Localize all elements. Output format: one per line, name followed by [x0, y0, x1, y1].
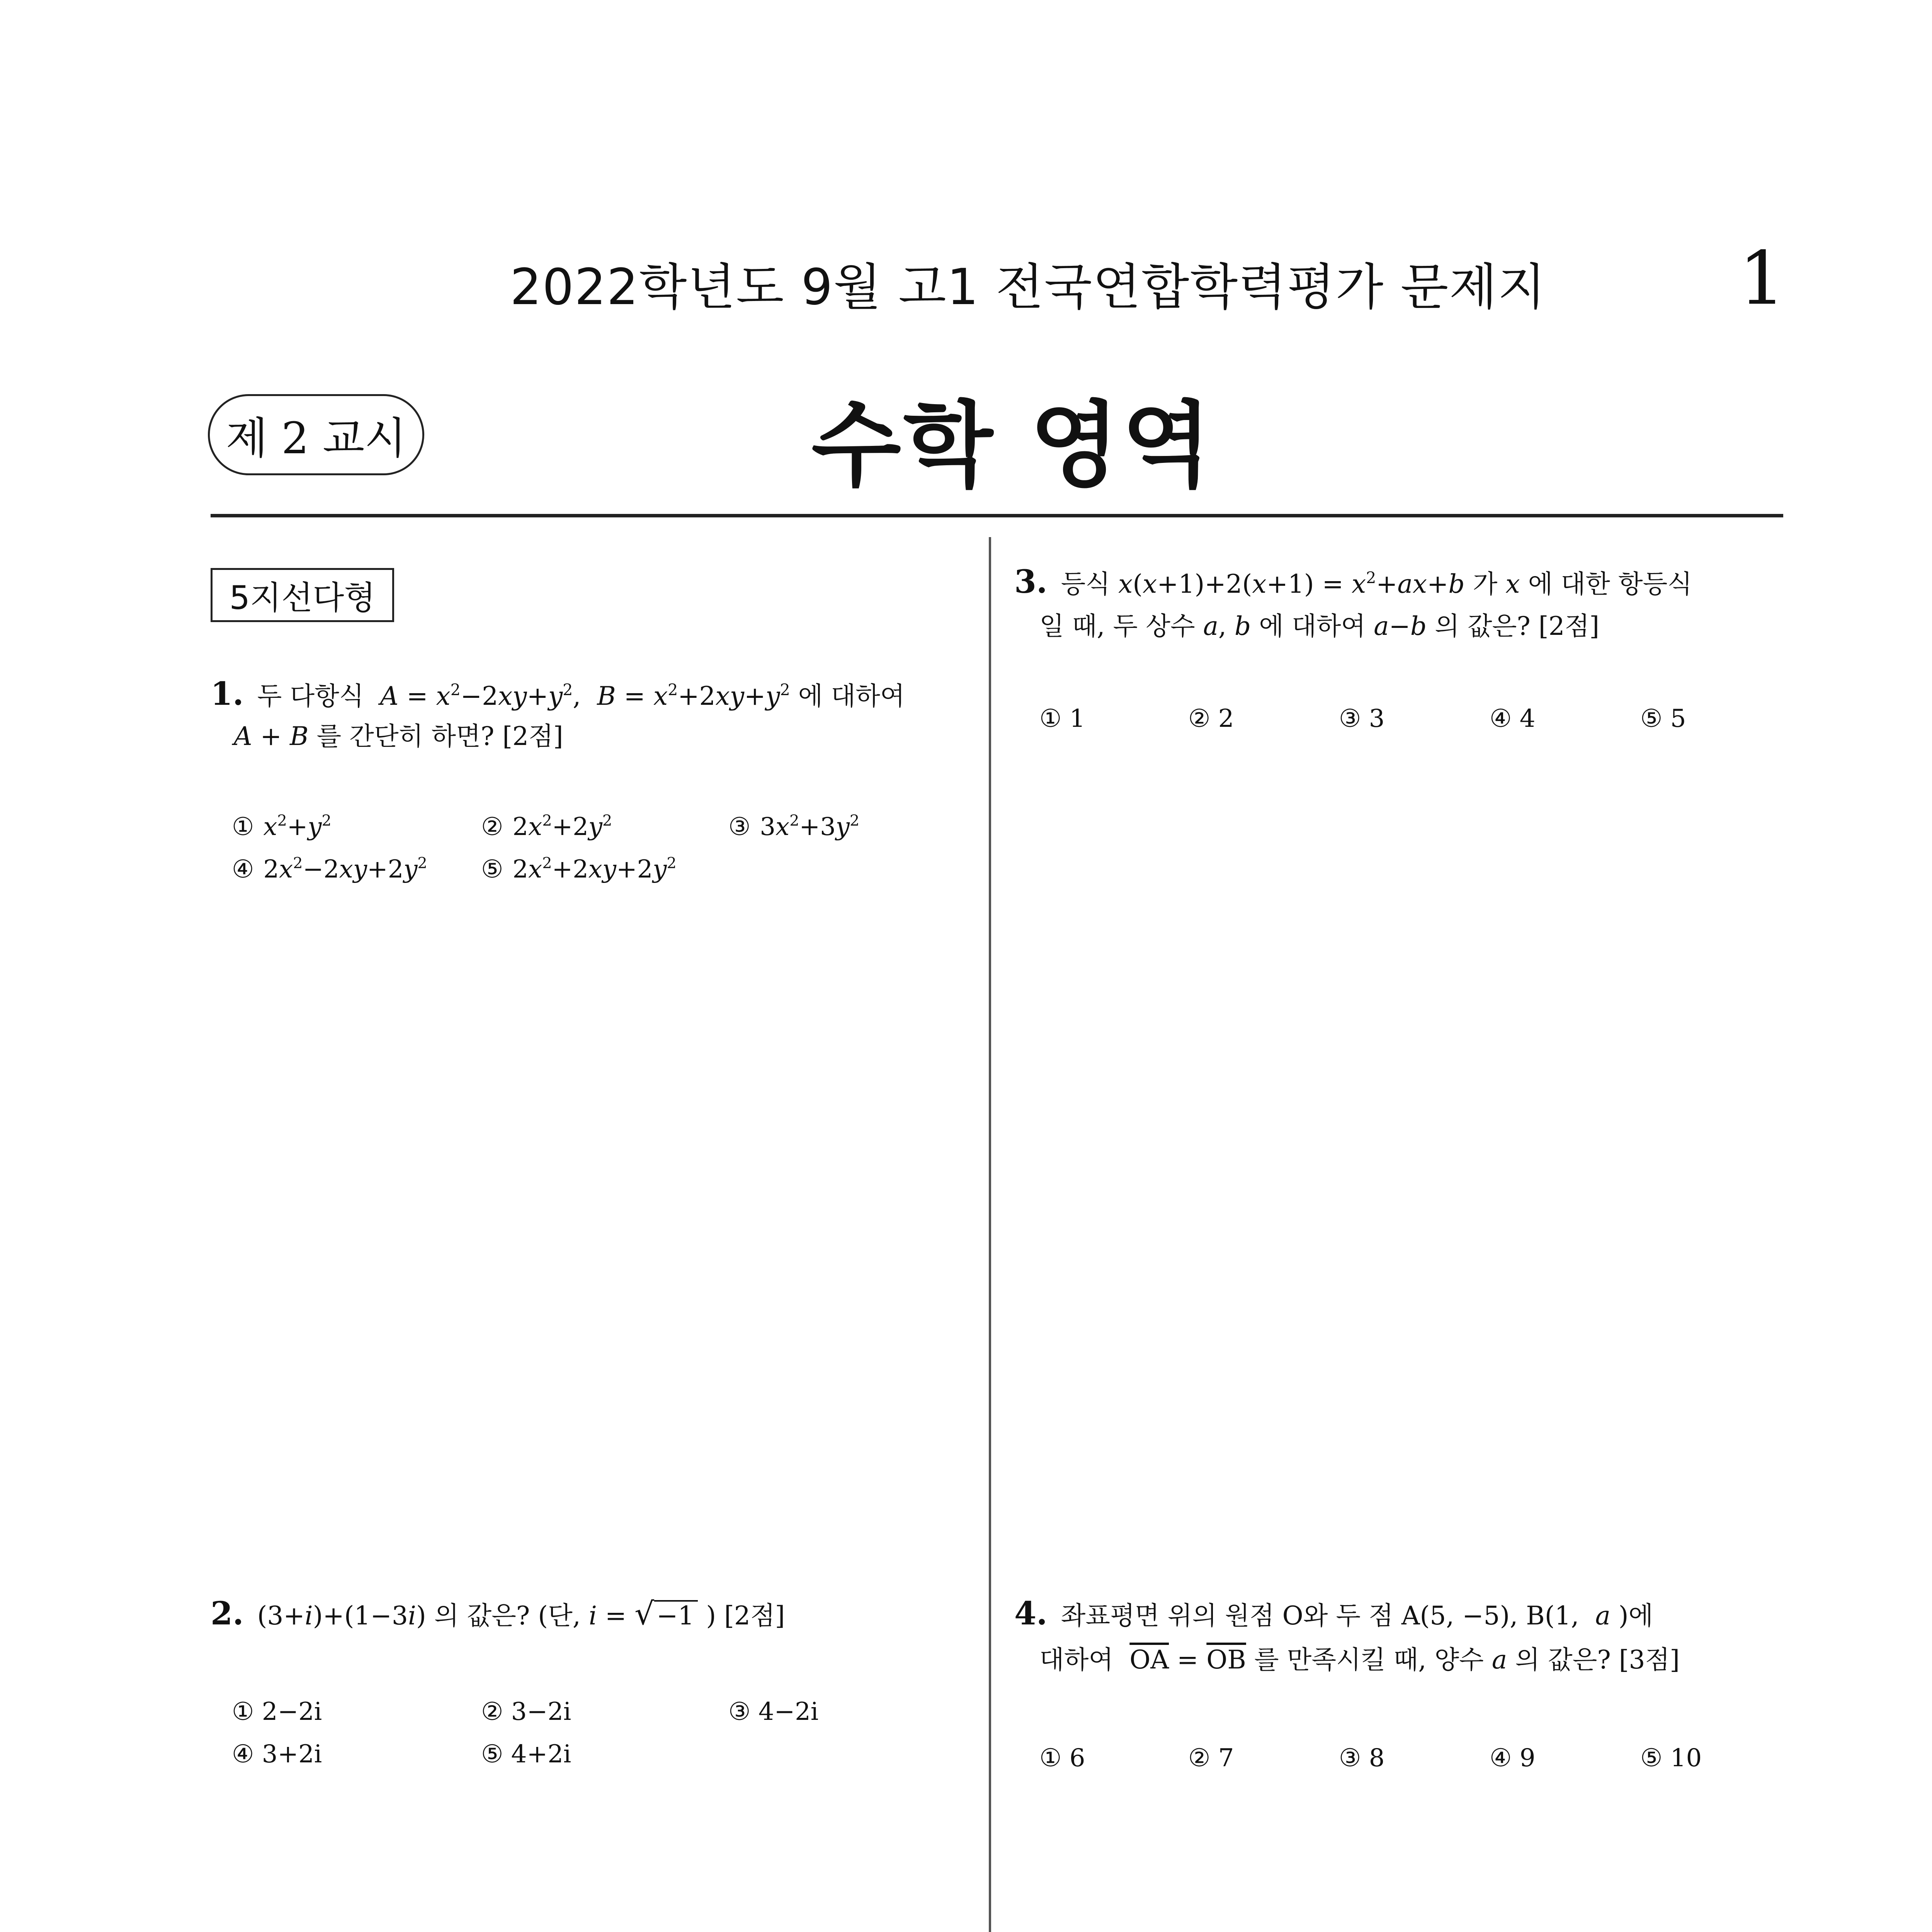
question-text: 일 때, 두 상수 [1039, 611, 1195, 641]
question-text: )에 [1618, 1601, 1653, 1631]
page-number: 1 [1739, 236, 1786, 321]
question-text: 가 [1473, 569, 1498, 599]
question-text: ) [2점] [706, 1601, 785, 1631]
question-text: 대하여 [1039, 1645, 1114, 1675]
math-expression: $3x^2+3y^2$ [760, 812, 860, 841]
choice-1[interactable]: ① 6 [1039, 1744, 1085, 1772]
question-number: 2. [211, 1595, 244, 1632]
period-label: 제 2 교시 [226, 413, 406, 464]
choice-5[interactable]: ⑤ 5 [1640, 704, 1686, 733]
choice-2[interactable]: ② 2 [1188, 704, 1234, 733]
math-expression: $2x^2+2y^2$ [512, 812, 612, 841]
question-text: 에 대하여 [798, 681, 905, 711]
question-text: 를 만족시킬 때, 양수 [1254, 1645, 1484, 1675]
question-text: 좌표평면 위의 원점 O와 두 점 A(5, −5), B(1, [1061, 1601, 1579, 1631]
choice-5[interactable]: ⑤ 10 [1640, 1744, 1702, 1772]
choice-2[interactable]: ② 3−2i [481, 1697, 571, 1726]
math-expression: $2x^2+2xy+2y^2$ [512, 854, 677, 884]
question-3-line-2 [1039, 605, 1599, 648]
choice-4[interactable]: ④ 9 [1490, 1744, 1536, 1772]
math-expression: $\overline{OA} = \overline{OB}$ [1129, 1645, 1246, 1675]
math-expression: $x^2+y^2$ [263, 812, 332, 841]
sqrt-symbol: √−1 [634, 1592, 698, 1638]
question-text: 등식 [1061, 569, 1111, 599]
question-3 [1014, 560, 1692, 606]
choice-1[interactable]: ① 2−2i [232, 1697, 322, 1726]
question-1-line-2 [234, 715, 563, 758]
question-text: 의 값은? [3점] [1515, 1645, 1680, 1675]
choice-3[interactable] [728, 808, 859, 846]
math-expression: x [1505, 569, 1520, 599]
choice-3[interactable]: ③ 8 [1339, 1744, 1385, 1772]
math-expression: $2x^2-2xy+2y^2$ [263, 854, 427, 884]
question-4-line-2 [1039, 1638, 1680, 1682]
math-expression: i = √−1 [589, 1601, 698, 1631]
choice-1[interactable]: ① 1 [1039, 704, 1085, 733]
section-tag [211, 568, 394, 622]
math-expression: a [1492, 1645, 1507, 1675]
question-1 [211, 672, 905, 718]
question-text: 두 다항식 [257, 681, 364, 711]
question-text: 를 간단히 하면? [2점] [316, 721, 563, 751]
exam-title: 2022학년도 9월 고1 전국연합학력평가 문제지 [510, 259, 1546, 316]
math-expression: (3+i)+(1−3i) [257, 1601, 426, 1631]
choice-marker: ① [232, 813, 254, 841]
choice-1[interactable] [232, 808, 332, 846]
math-expression: A + B [234, 721, 309, 751]
choice-4[interactable] [232, 850, 427, 889]
header-divider [211, 514, 1783, 517]
math-expression: a−b [1374, 611, 1427, 641]
choice-5[interactable]: ⑤ 4+2i [481, 1740, 571, 1769]
question-text: 에 대하여 [1259, 611, 1366, 641]
choice-4[interactable]: ④ 4 [1490, 704, 1536, 733]
choice-marker: ② [481, 813, 503, 841]
choice-marker: ③ [728, 813, 751, 841]
choice-3[interactable]: ③ 3 [1339, 704, 1385, 733]
choice-2[interactable] [481, 808, 612, 846]
choice-3[interactable]: ③ 4−2i [728, 1697, 819, 1726]
question-number: 4. [1014, 1595, 1048, 1632]
choice-5[interactable] [481, 850, 677, 889]
question-2 [211, 1592, 785, 1638]
question-number: 3. [1014, 563, 1048, 600]
subject-title: 수학 영역 [811, 391, 1214, 500]
math-expression: a, b [1203, 611, 1251, 641]
choice-marker: ⑤ [481, 855, 503, 884]
math-expression: a [1587, 1601, 1611, 1631]
period-badge [208, 394, 424, 475]
choice-4[interactable]: ④ 3+2i [232, 1740, 322, 1769]
math-expression: $x(x+1)+2(x+1) = x^2+ax+b$ [1118, 568, 1465, 599]
column-divider [989, 537, 991, 1932]
section-label: 5지선다형 [229, 578, 376, 617]
question-text: 에 대한 항등식 [1528, 569, 1692, 599]
question-text: 의 값은? (단, [434, 1601, 581, 1631]
question-number: 1. [211, 675, 244, 713]
math-expression: $A = x^2-2xy+y^2$, $B = x^2+2xy+y^2$ [372, 680, 790, 711]
choice-2[interactable]: ② 7 [1188, 1744, 1234, 1772]
question-text: 의 값은? [2점] [1435, 611, 1600, 641]
question-4 [1014, 1592, 1653, 1638]
choice-marker: ④ [232, 855, 254, 884]
